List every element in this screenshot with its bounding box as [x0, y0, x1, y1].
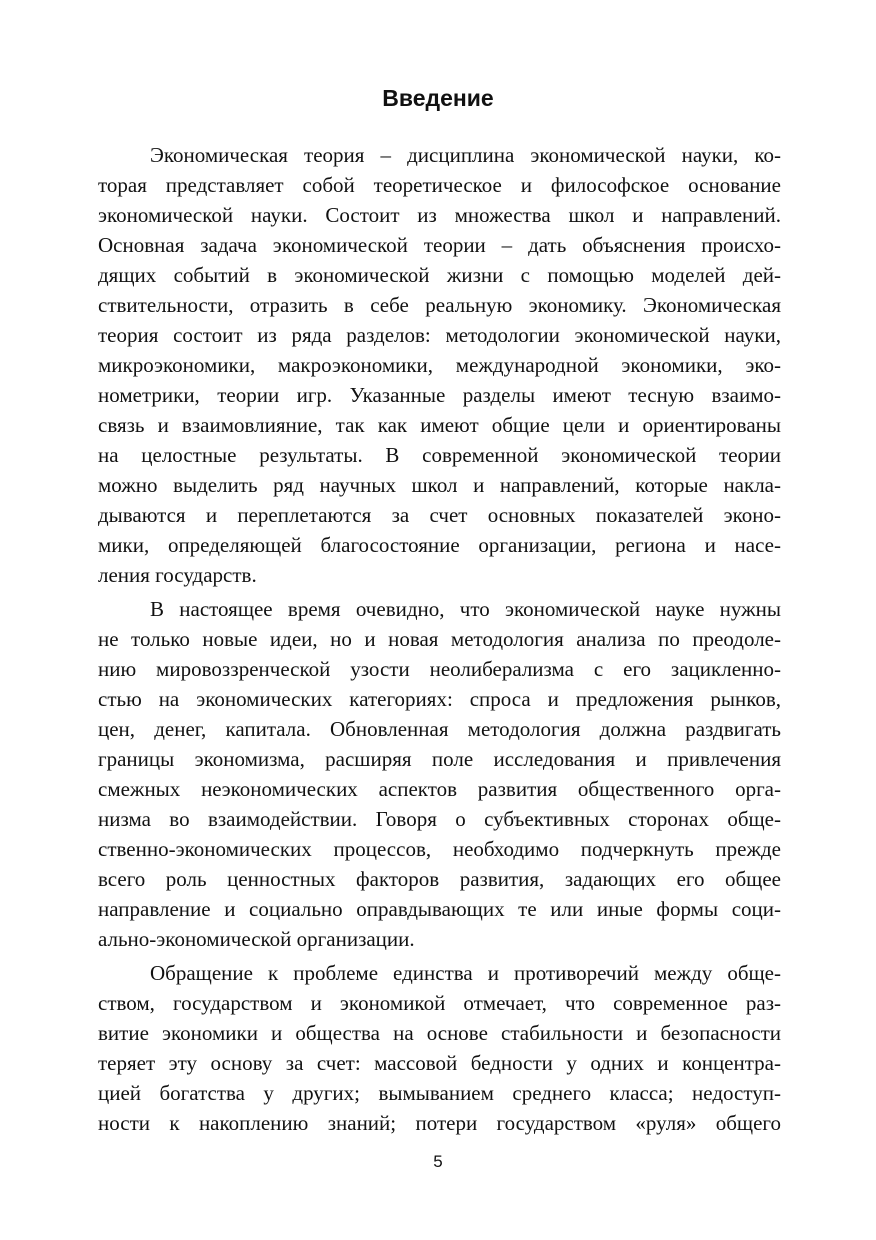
paragraph [98, 958, 781, 1138]
text-line: нометрики, теории игр. Указанные разделы имеют тесную взаимо- [98, 383, 781, 407]
text-line: В настоящее время очевидно, что экономической науке нужны [150, 597, 781, 621]
text-line: ально-экономической организации. [98, 927, 415, 951]
text-line: ствительности, отразить в себе реальную экономику. Экономическая [98, 293, 781, 317]
text-line: смежных неэкономических аспектов развития общественного орга- [98, 777, 781, 801]
text-line: стью на экономических категориях: спроса и предложения рынков, [98, 687, 781, 711]
text-line: на целостные результаты. В современной экономической теории [98, 443, 781, 467]
text-line: цией богатства у других; вымыванием среднего класса; недоступ- [98, 1081, 781, 1105]
text-line: цен, денег, капитала. Обновленная методология должна раздвигать [98, 717, 781, 741]
text-line: дываются и переплетаются за счет основных показателей эконо- [98, 503, 781, 527]
text-line: нию мировоззренческой узости неолиберализма с его зацикленно- [98, 657, 781, 681]
text-line: Обращение к проблеме единства и противоречий между обще- [150, 961, 781, 985]
text-line: направление и социально оправдывающих те или иные формы соци- [98, 897, 781, 921]
text-line: Экономическая теория – дисциплина экономической науки, ко- [150, 143, 781, 167]
text-line: ственно-экономических процессов, необходимо подчеркнуть прежде [98, 837, 781, 861]
text-line: дящих событий в экономической жизни с помощью моделей дей- [98, 263, 781, 287]
text-line: теряет эту основу за счет: массовой бедности у одних и концентра- [98, 1051, 781, 1075]
paragraph [98, 140, 781, 590]
text-line: не только новые идеи, но и новая методология анализа по преодоле- [98, 627, 781, 651]
text-line: низма во взаимодействии. Говоря о субъективных сторонах обще- [98, 807, 781, 831]
text-line: Основная задача экономической теории – дать объяснения происхо- [98, 233, 781, 257]
text-line: экономической науки. Состоит из множества школ и направлений. [98, 203, 781, 227]
text-line: всего роль ценностных факторов развития, задающих его общее [98, 867, 781, 891]
text-line: связь и взаимовлияние, так как имеют общие цели и ориентированы [98, 413, 781, 437]
page-title: Введение [382, 85, 494, 111]
text-line: границы экономизма, расширяя поле исследования и привлечения [98, 747, 781, 771]
page-number: 5 [433, 1152, 443, 1171]
body-text [98, 140, 781, 1138]
text-line: торая представляет собой теоретическое и философское основание [98, 173, 781, 197]
text-line: мики, определяющей благосостояние организации, региона и насе- [98, 533, 781, 557]
text-line: ления государств. [98, 563, 257, 587]
text-line: ности к накоплению знаний; потери государством «руля» общего [98, 1111, 781, 1135]
text-line: микроэкономики, макроэкономики, международной экономики, эко- [98, 353, 781, 377]
text-line: можно выделить ряд научных школ и направлений, которые накла- [98, 473, 781, 497]
text-line: витие экономики и общества на основе стабильности и безопасности [98, 1021, 781, 1045]
text-line: теория состоит из ряда разделов: методологии экономической науки, [98, 323, 781, 347]
text-line: ством, государством и экономикой отмечает, что современное раз- [98, 991, 781, 1015]
paragraph [98, 594, 781, 954]
